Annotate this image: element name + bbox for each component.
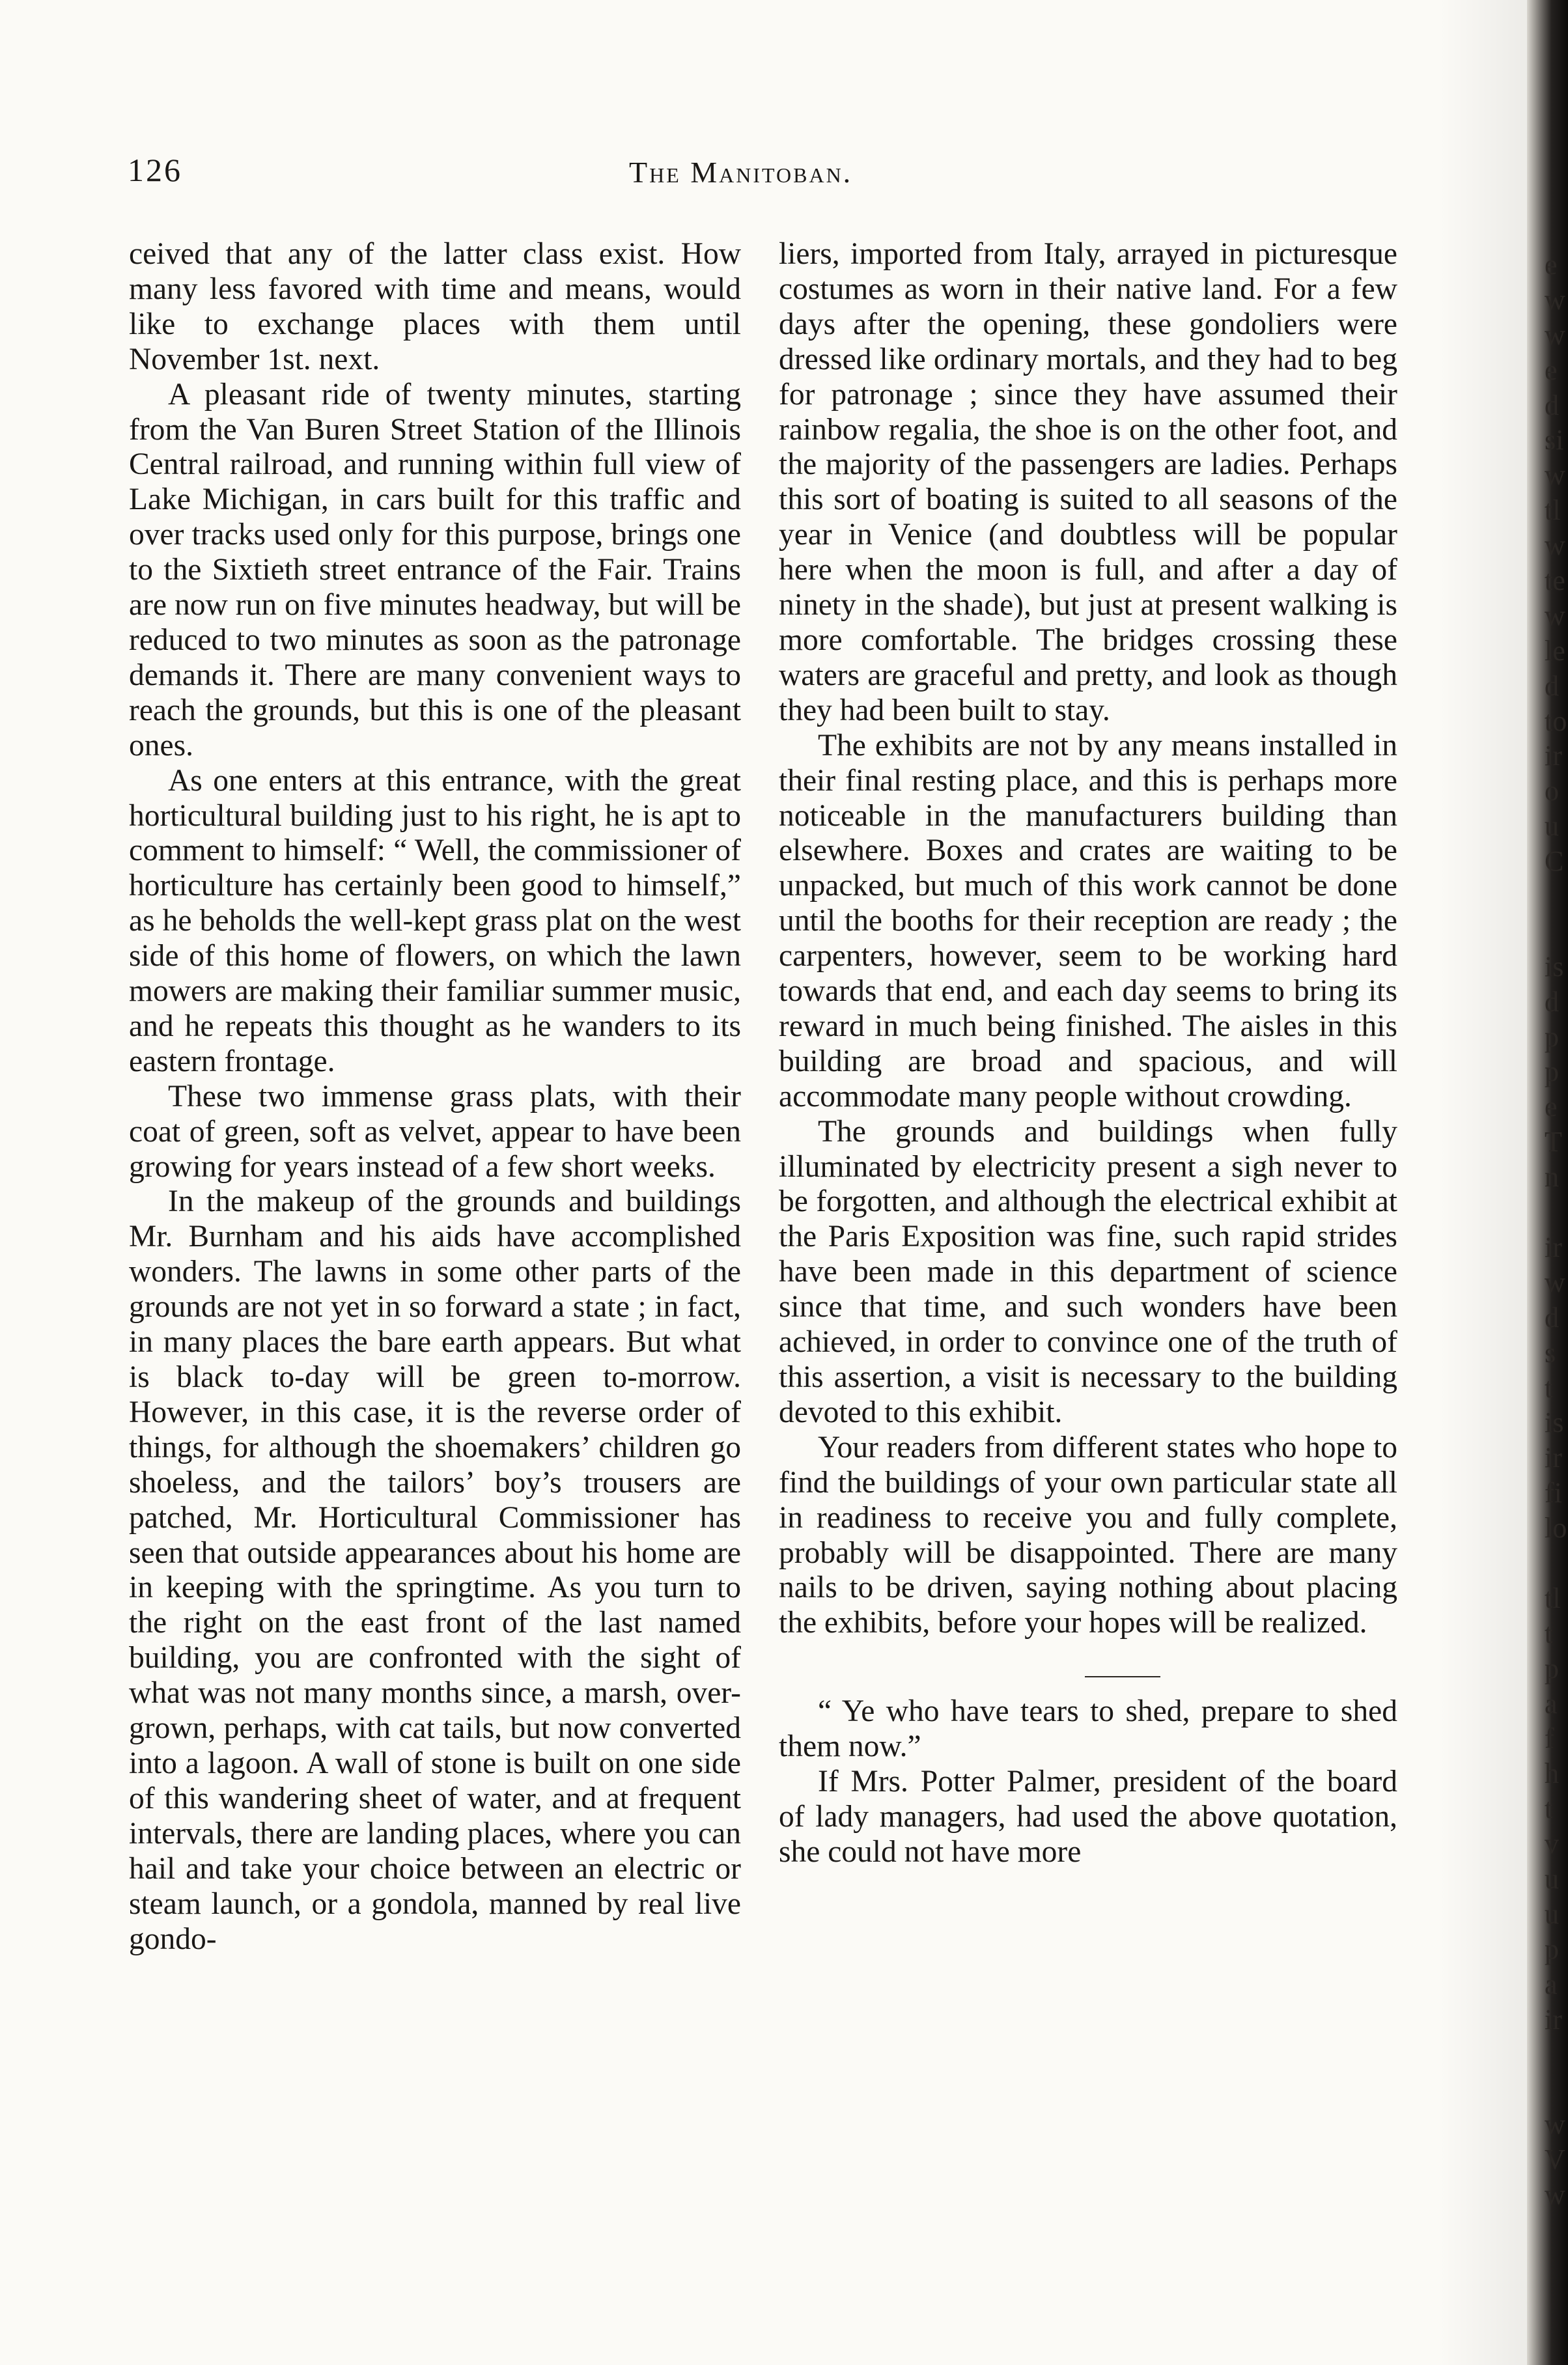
paragraph: liers, imported from Italy, arrayed in picturesque costumes as worn in their native land. For a few days after the opening, these gondoliers were dressed like ordinary mortals, and they had to beg for patronage ; since they have assumed their rainbow regalia, the shoe is on the other foot, and the majority of the passengers are ladies. Perhaps this sort of boating is suited to all seasons of the year in Venice (and doubtless will be popular here when the moon is full, and after a day of ninety in the shade), but just at present walking is more comfortable. The bridges crossing these waters are graceful and pretty, and look as though they had been built to stay.	[779, 237, 1397, 727]
facing-page-fragment: V	[1545, 2144, 1565, 2176]
paragraph: In the makeup of the grounds and buildings Mr. Burnham and his aids have accomplished wonders. The lawns in some other parts of the grounds are not yet in so forward a state ; in fact, in many places the bare earth appears. But what is black to-day will be green to-morrow. However, in this case, it is the reverse order of things, for although the shoemakers’ children go shoeless, and the tailors’ boy’s trousers are patched, Mr. Horticultural Commissioner has seen that outside appearances about his home are in keeping with the springtime. As you turn to the right on the east front of the last named building, you are confronted with the sight of what was not many months since, a marsh, over-grown, perhaps, with cat tails, but now converted into a lagoon. A wall of stone is built on one side of this wandering sheet of water, and at frequent intervals, there are landing places, where you can hail and take your choice between an electric or steam launch, or a gondola, manned by real live gondo-	[129, 1184, 741, 1956]
paragraph: A pleasant ride of twenty minutes, starting from the Van Buren Street Station of the Illinois Central railroad, and running within full view of Lake Michigan, in cars built for this traffic and over tracks used only for this purpose, brings one to the Sixtieth street entrance of the Fair. Trains are now run on five minutes headway, but will be reduced to two minutes as soon as the patronage demands it. There are many convenient ways to reach the grounds, but this is one of the pleasant ones.	[129, 377, 741, 763]
facing-page-fragments	[1545, 247, 1568, 2213]
page-number: 126	[128, 152, 182, 188]
gutter-shadow	[1439, 0, 1527, 2365]
facing-page-fragment: ir	[1545, 1442, 1562, 1474]
facing-page-fragment	[1545, 879, 1568, 914]
facing-page-fragment: w	[1545, 599, 1565, 632]
page-header	[128, 151, 1430, 197]
facing-page-fragment: t	[1545, 1371, 1553, 1404]
facing-page-fragment: p	[1545, 1652, 1559, 1685]
facing-page-fragment	[1545, 914, 1568, 949]
facing-page-fragment: h	[1545, 1757, 1559, 1790]
facing-page-fragment: d	[1545, 1301, 1559, 1334]
facing-page-fragment: is	[1545, 1406, 1564, 1439]
facing-page-fragment: w	[1545, 459, 1565, 492]
facing-page-fragment: t	[1545, 1793, 1553, 1825]
facing-page-fragment: v	[1545, 1828, 1559, 1860]
facing-page-fragment: ir	[1545, 2003, 1562, 2036]
facing-page-fragment: w	[1545, 529, 1565, 562]
facing-page-fragment: ir	[1545, 1231, 1562, 1263]
facing-page-fragment: w	[1545, 2178, 1565, 2211]
facing-page-fragment: ir	[1545, 740, 1562, 772]
paragraph: The exhibits are not by any means installed in their final resting place, and this is perhaps more noticeable in the manufacturers building than elsewhere. Boxes and crates are waiting to be unpacked, but much of this work cannot be done until the booths for their reception are ready ; the carpenters, however, seem to be working hard towards that end, and each day seems to bring its reward in much being finished. The aisles in this building are broad and spacious, and will accommodate many people without crowding.	[779, 728, 1397, 1113]
facing-page-fragment: d	[1545, 389, 1559, 421]
facing-page-fragment	[1545, 1195, 1568, 1230]
facing-page-fragment: d	[1545, 669, 1559, 702]
facing-page-fragment: o	[1545, 775, 1559, 807]
facing-page-fragment: p	[1545, 1056, 1559, 1088]
facing-page-fragment	[1545, 2037, 1568, 2072]
facing-page-fragment: a	[1545, 1968, 1558, 2000]
right-column	[779, 237, 1397, 1870]
paragraph: The grounds and buildings when fully illuminated by electricity present a sigh never to be forgotten, and although the electrical exhibit at the Paris Exposition was fine, such rapid strides have been made in this department of science since that time, and such wonders have been achieved, in order to convince one of the truth of this assertion, a visit is necessary to the building devoted to this exhibit.	[779, 1114, 1397, 1429]
facing-page-fragment: e	[1545, 249, 1558, 281]
paragraph: Your readers from different states who hope to find the buildings of your own particular state all in readiness to receive you and fully complete, probably will be disappointed. There are many nails to be driven, saying nothing about placing the exhibits, before your hopes will be realized.	[779, 1430, 1397, 1640]
facing-page-fragment: fi	[1545, 1477, 1562, 1509]
facing-page-fragment: tl	[1545, 494, 1561, 527]
facing-page-fragment: p	[1545, 1020, 1559, 1053]
section-divider	[1085, 1676, 1160, 1677]
facing-page-fragment: w	[1545, 283, 1565, 316]
facing-page-fragment: u	[1545, 1862, 1559, 1895]
facing-page-fragment: T	[1545, 1126, 1562, 1158]
paragraph: ceived that any of the latter class exist. How many less favored with time and means, would like to exchange places with them until November 1st. next.	[129, 237, 741, 376]
facing-page-fragment: to	[1545, 705, 1567, 737]
facing-page-fragment: e	[1545, 354, 1558, 386]
facing-page-fragment: tl	[1545, 1582, 1561, 1614]
facing-page-fragment: C	[1545, 845, 1564, 878]
facing-page-fragment: u	[1545, 810, 1559, 843]
facing-page-fragment: u	[1545, 1897, 1559, 1930]
facing-page-fragment: w	[1545, 2108, 1565, 2141]
facing-page-fragment: p	[1545, 1933, 1559, 1965]
facing-page-fragment: lo	[1545, 1512, 1567, 1545]
facing-page-fragment: si	[1545, 424, 1564, 456]
facing-page-fragment: d	[1545, 985, 1559, 1018]
facing-page-fragment: e	[1545, 1091, 1558, 1123]
paragraph: As one enters at this entrance, with the great horticultural building just to his right, he is apt to comment to himself: “ Well, the commissioner of horticulture has certainly been good to himself,” as he beholds the well-kept grass plat on the west side of this home of flowers, on which the lawn mowers are making their familiar summer music, and he repeats this thought as he wanders to its eastern frontage.	[129, 763, 741, 1078]
facing-page-fragment: a	[1545, 1687, 1558, 1720]
facing-page-fragment: te	[1545, 565, 1565, 597]
facing-page-fragment: w	[1545, 318, 1565, 351]
facing-page-fragment	[1545, 1546, 1568, 1581]
paragraph: If Mrs. Potter Palmer, president of the board of lady managers, had used the above quotation, she could not have more	[779, 1765, 1397, 1869]
facing-page-fragment: n	[1545, 1161, 1559, 1194]
paragraph: These two immense grass plats, with their coat of green, soft as velvet, appear to have been growing for years instead of a few short weeks.	[129, 1079, 741, 1184]
running-title: The Manitoban.	[629, 156, 853, 189]
facing-page-fragment: f	[1545, 1722, 1554, 1755]
facing-page-fragment: is	[1545, 950, 1564, 983]
left-column	[129, 237, 741, 1957]
facing-page-fragment: le	[1545, 634, 1565, 667]
quotation: “ Ye who have tears to shed, prepare to shed them now.”	[779, 1694, 1397, 1764]
facing-page-fragment	[1545, 2072, 1568, 2107]
facing-page-fragment: t	[1545, 1617, 1553, 1649]
facing-page-fragment: w	[1545, 1266, 1565, 1298]
facing-page-fragment: s	[1545, 1336, 1556, 1369]
